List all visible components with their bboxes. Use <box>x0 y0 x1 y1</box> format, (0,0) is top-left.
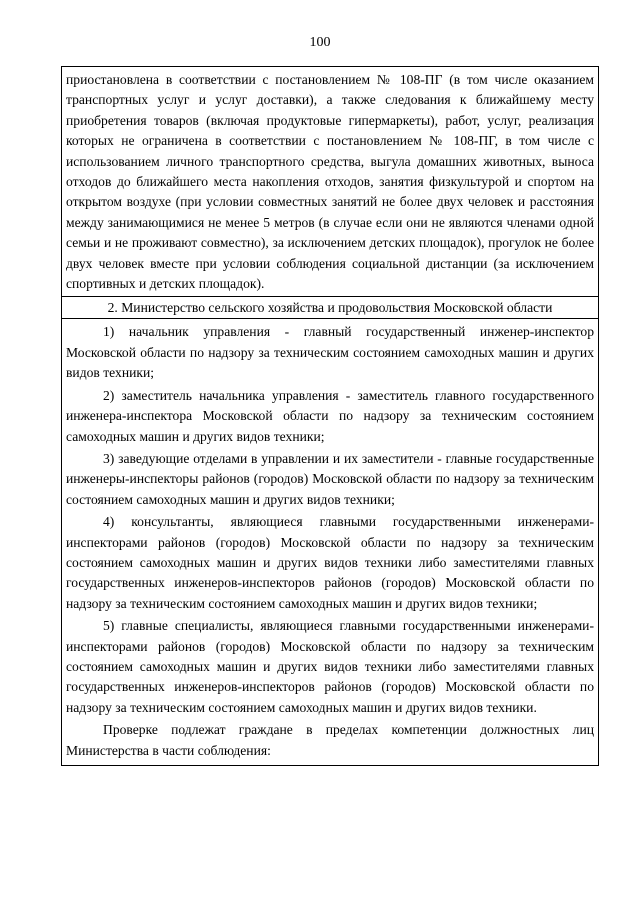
table-row-continuation <box>62 67 598 296</box>
closing-paragraph: Проверке подлежат граждане в пределах компетенции должностных лиц Министерства в части соблюдения: <box>66 722 594 758</box>
list-item: 4) консультанты, являющиеся главными государственными инженерами-инспекторами районов (городов) Московской области по надзору за техническим состоянием самоходных машин и других видов техники либо заместителями главных государственных инженеров-инспекторов районов (городов) Московской области по надзору за техническим состоянием самоходных машин и других видов техники; <box>66 514 594 611</box>
page-number: 100 <box>309 35 331 50</box>
table-row-officials <box>62 318 598 765</box>
list-item: 3) заведующие отделами в управлении и их заместители - главные государственные инженеры-инспекторы районов (городов) Московской области по надзору за техническим состоянием самоходных машин и других видов техники; <box>66 450 594 507</box>
list-item: 2) заместитель начальника управления - заместитель главного государственного инженера-инспектора Московской области по надзору за техническим состоянием самоходных машин и других видов техники; <box>66 387 594 444</box>
document-table <box>61 66 599 766</box>
continuation-paragraph: приостановлена в соответствии с постановлением № 108-ПГ (в том числе оказанием транспортных услуг и услуг доставки), а также следования к ближайшему месту приобретения товаров (включая продуктовые гипермаркеты), работ, услуг, реализация которых не ограничена в соответствии с постановлением № 108-ПГ, в том числе с использованием личного транспортного средства, выгула домашних животных, выноса отходов до ближайшего места накопления отходов, занятия физкультурой и спортом на открытом воздухе (при условии совместных занятий не более двух человек и расстояния между занимающимися не менее 5 метров (в случае если они не являются членами одной семьи и не проживают совместно), за исключением детских площадок), прогулок не более двух человек вместе при условии соблюдения социальной дистанции (за исключением спортивных и детских площадок). <box>66 72 594 292</box>
section-heading: 2. Министерство сельского хозяйства и продовольствия Московской области <box>62 296 598 318</box>
list-item: 1) начальник управления - главный государственный инженер-инспектор Московской области по надзору за техническим состоянием самоходных машин и других видов техники; <box>66 324 594 381</box>
list-item: 5) главные специалисты, являющиеся главными государственными инженерами-инспекторами районов (городов) Московской области по надзору за техническим состоянием самоходных машин и других видов техники либо заместителями главных государственных инженеров-инспекторов районов (городов) Московской области по надзору за техническим состоянием самоходных машин и других видов техники. <box>66 618 594 715</box>
